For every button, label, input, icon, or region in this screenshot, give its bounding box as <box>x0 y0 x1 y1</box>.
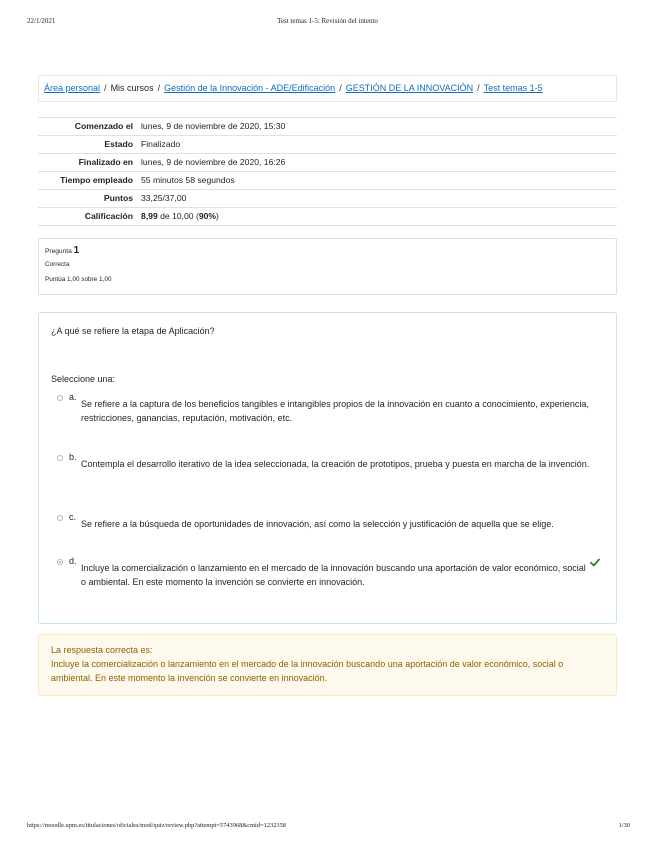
option-text: Se refiere a la búsqueda de oportunidades de innovación, así como la selección y justificación de aquella que se elige. <box>81 519 554 529</box>
radio-c[interactable] <box>57 515 63 521</box>
question-info <box>38 238 617 295</box>
breadcrumb-mis-cursos: Mis cursos <box>110 83 154 93</box>
print-url: https://moodle.upm.es/titulaciones/oficiales/mod/quiz/review.php?attempt=5743968&cmid=1232358 <box>27 822 287 829</box>
breadcrumb-separator: / <box>339 83 342 93</box>
question-label: Pregunta <box>45 248 72 255</box>
print-title: Test temas 1-5: Revisión del intento <box>277 17 378 25</box>
summary-value: 55 minutos 58 segundos <box>137 172 617 190</box>
grade-close: ) <box>216 211 219 221</box>
summary-value: 33,25/37,00 <box>137 190 617 208</box>
summary-label: Tiempo empleado <box>38 172 137 190</box>
summary-label: Estado <box>38 136 137 154</box>
breadcrumb-course[interactable]: Gestión de la Innovación - ADE/Edificación <box>164 83 336 93</box>
option-text: Se refiere a la captura de los beneficios tangibles e intangibles propios de la innovación en cuanto a conocimiento, experiencia, restricciones, ganancias, reputación, motivación, etc. <box>81 399 589 423</box>
question-number <box>45 245 610 257</box>
breadcrumb-area-personal[interactable]: Área personal <box>44 83 101 93</box>
summary-value: lunes, 9 de noviembre de 2020, 15:30 <box>137 118 617 136</box>
checkmark-icon <box>590 558 600 570</box>
question-state: Correcta <box>45 261 70 268</box>
breadcrumb-separator: / <box>104 83 107 93</box>
radio-b[interactable] <box>57 455 63 461</box>
grade-value <box>137 208 617 226</box>
summary-row-started <box>38 118 617 136</box>
breadcrumb-separator: / <box>157 83 161 93</box>
radio-d-selected[interactable] <box>57 559 63 565</box>
grade-percent: 90% <box>198 211 217 221</box>
summary-row-grade <box>38 208 617 226</box>
print-page-number: 1/30 <box>618 822 630 829</box>
feedback-text: Incluye la comercialización o lanzamiento en el mercado de la innovación buscando una aportación de valor económico, social o ambiental. En este momento la invención se convierte en innovación. <box>51 659 564 683</box>
breadcrumb-quiz[interactable]: Test temas 1-5 <box>483 83 543 93</box>
option-text: Incluye la comercialización o lanzamiento en el mercado de la innovación buscando una aportación de valor económico, social o ambiental. En este momento la invención se convierte en innovación. <box>81 563 586 587</box>
summary-row-time <box>38 172 617 190</box>
grade-middle: de 10,00 ( <box>157 211 199 221</box>
answer-prompt: Seleccione una: <box>51 374 116 384</box>
summary-row-points <box>38 190 617 208</box>
feedback-title: La respuesta correcta es: <box>51 645 153 655</box>
option-letter: a. <box>69 392 77 402</box>
question-mark: Puntúa 1,00 sobre 1,00 <box>45 276 112 283</box>
summary-label: Puntos <box>38 190 137 208</box>
radio-a[interactable] <box>57 395 63 401</box>
summary-value: lunes, 9 de noviembre de 2020, 16:26 <box>137 154 617 172</box>
option-text: Contempla el desarrollo iterativo de la idea seleccionada, la creación de prototipos, prueba y puesta en marcha de la invención. <box>81 459 590 469</box>
print-date: 22/1/2021 <box>27 17 56 25</box>
summary-label: Calificación <box>38 208 137 226</box>
question-number-value: 1 <box>73 245 80 256</box>
grade-score: 8,99 <box>141 211 158 221</box>
summary-row-finished <box>38 154 617 172</box>
question-formulation <box>38 312 617 624</box>
option-letter: d. <box>69 556 77 566</box>
breadcrumb <box>38 75 617 102</box>
breadcrumb-separator: / <box>477 83 480 93</box>
summary-value: Finalizado <box>137 136 617 154</box>
option-letter: b. <box>69 452 77 462</box>
summary-label: Finalizado en <box>38 154 137 172</box>
breadcrumb-section[interactable]: GESTIÓN DE LA INNOVACIÓN <box>345 83 474 93</box>
correct-answer-feedback <box>38 634 617 696</box>
attempt-summary-table <box>38 117 617 226</box>
summary-label: Comenzado el <box>38 118 137 136</box>
option-letter: c. <box>69 512 77 522</box>
question-text: ¿A qué se refiere la etapa de Aplicación? <box>51 326 215 336</box>
summary-row-state <box>38 136 617 154</box>
